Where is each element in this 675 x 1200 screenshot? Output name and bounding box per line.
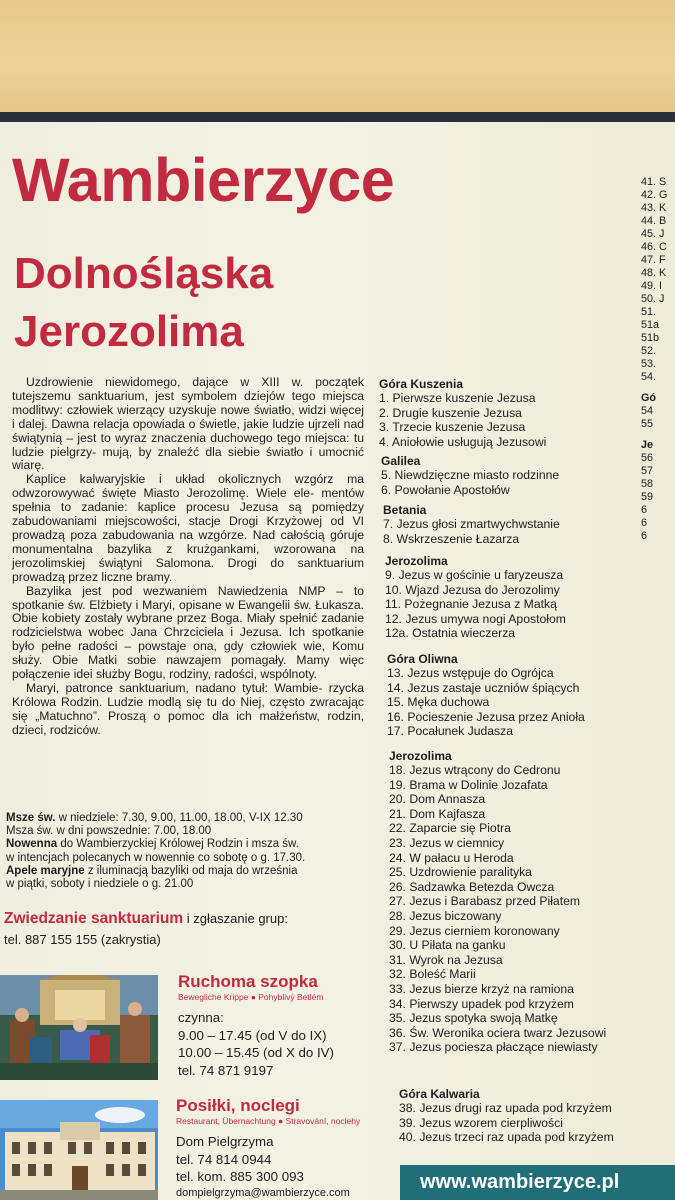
- novena-text-2: w intencjach polecanych w nowennie co sobotę o g. 17.30.: [6, 851, 306, 864]
- meals-heading: Posiłki, noclegi: [176, 1096, 300, 1115]
- chapel-item: 33. Jezus bierze krzyż na ramiona: [389, 981, 574, 996]
- chapel-item: 23. Jezus w ciemnicy: [389, 835, 505, 850]
- intro-paragraph: Bazylika jest pod wezwaniem Nawiedzenia NMP – to spotkanie św. Elżbiety i Maryi, opisane w Ewangelii św. Łukasza. Obie kobiety zostały wybrane przez Boga. Miały spełnić zadanie rodzicielstwa wobec Jana Chrzciciela i Jezusa. Ich spotkanie było pełne radości – powstaje ona, gdy człowiek wie, Komu służy. Obie Matki sobie nawzajem pomagały. Mamy więc połączenie idei służby Bogu, rodziny, radości, wspólnoty.: [12, 583, 364, 682]
- chapel-item-fragment: 59: [641, 491, 654, 503]
- chapel-group-title: Jerozolima: [385, 554, 448, 568]
- chapel-item-fragment: 51.: [641, 306, 657, 318]
- nativity-line: 9.00 – 17.45 (od V do IX): [178, 1027, 327, 1043]
- chapel-group-title: Galilea: [381, 454, 421, 468]
- chapel-item: 37. Jezus pociesza płaczące niewiasty: [389, 1040, 598, 1055]
- intro-paragraph: Uzdrowienie niewidomego, dające w XIII w. początek tutejszemu sanktuarium, jest symbolem dziejów tego miejsca modlitwy: człowiek wierzący uzyskuje nowe światło, widzi więcej i dalej. Dawna relacja opowiada o świetle, jakie ludzie ujrzeli nad świątynią – jest to wyraz znaczenia duchowego tego miejsca: tu ludzie pielgrzy- mują, by znaleźć dla siebie światło i umocnić wiarę.: [12, 375, 364, 473]
- chapel-group-title-fragment: Gó: [641, 392, 656, 404]
- apel-text-2: w piątki, soboty i niedziele o g. 21.00: [6, 878, 194, 891]
- chapel-item: 12. Jezus umywa nogi Apostołom: [385, 611, 566, 626]
- chapel-item-fragment: 44. B: [641, 215, 667, 227]
- mass-weekday-text: Msza św. w dni powszednie: 7.00, 18.00: [6, 825, 212, 838]
- chapel-item-fragment: 54.: [641, 371, 657, 383]
- chapel-item: 15. Męka duchowa: [387, 695, 490, 710]
- chapel-item: 25. Uzdrowienie paralityka: [389, 865, 532, 880]
- chapel-item-fragment: 45. J: [641, 228, 665, 240]
- meals-lodging-info: [176, 1096, 391, 1200]
- chapel-group-galilea: [381, 454, 559, 497]
- chapel-item-fragment: 41. S: [641, 176, 667, 188]
- chapel-group-gora-kalwaria: [399, 1087, 614, 1145]
- chapel-item: 14. Jezus zastaje uczniów śpiących: [387, 680, 580, 695]
- chapel-item: 3. Trzecie kuszenie Jezusa: [379, 420, 526, 435]
- chapel-item: 18. Jezus wtrącony do Cedronu: [389, 763, 561, 777]
- chapel-item-fragment: 58: [641, 478, 654, 490]
- chapel-item: 24. W pałacu u Heroda: [389, 850, 514, 865]
- chapel-item: 10. Wjazd Jezusa do Jerozolimy: [385, 582, 560, 597]
- chapel-item: 31. Wyrok na Jezusa: [389, 952, 503, 967]
- apel-label: Apele maryjne: [6, 864, 85, 877]
- chapel-group-title: Góra Kuszenia: [379, 377, 464, 391]
- chapel-item: 5. Niewdzięczne miasto rodzinne: [381, 468, 560, 482]
- chapel-group-jerozolima-2: [389, 749, 606, 1055]
- chapel-item: 30. U Piłata na ganku: [389, 938, 506, 953]
- chapel-item-fragment: 53.: [641, 358, 657, 370]
- chapel-item: 39. Jezus wzorem cierpliwości: [399, 1115, 563, 1130]
- meals-line: tel. kom. 885 300 093: [176, 1169, 304, 1184]
- novena-text: do Wambierzyckiej Królowej Rodzin i msza św.: [57, 838, 299, 851]
- chapel-item-fragment: 46. C: [641, 241, 667, 253]
- chapel-item: 4. Aniołowie usługują Jezusowi: [379, 434, 547, 449]
- nativity-info: [178, 972, 378, 1079]
- chapel-item-fragment: 50. J: [641, 293, 665, 305]
- mass-sunday-label: Msze św.: [6, 812, 56, 824]
- chapel-item-fragment: 43. K: [641, 202, 667, 214]
- chapel-item: 13. Jezus wstępuje do Ogrójca: [387, 666, 554, 680]
- chapel-group-jerozolima-1: [385, 554, 566, 641]
- chapel-group-title-fragment: Je: [641, 439, 654, 451]
- intro-text: [12, 376, 364, 738]
- website-url: www.wambierzyce.pl: [400, 1165, 675, 1200]
- nativity-scene-photo: [0, 975, 158, 1080]
- nativity-heading: Ruchoma szopka: [178, 972, 318, 991]
- chapel-item-fragment: 6: [641, 530, 648, 542]
- chapel-item: 8. Wskrzeszenie Łazarza: [383, 531, 520, 546]
- chapel-item: 29. Jezus cierniem koronowany: [389, 923, 560, 938]
- pilgrim-house-photo: [0, 1100, 158, 1200]
- chapel-group-gora-kuszenia: [379, 377, 546, 449]
- chapel-item-fragment: 51a: [641, 319, 660, 331]
- wall-background: [0, 0, 675, 118]
- chapel-item-fragment: 52.: [641, 345, 657, 357]
- chapel-item-fragment: 56: [641, 452, 654, 464]
- chapel-item: 34. Pierwszy upadek pod krzyżem: [389, 996, 574, 1011]
- chapel-item: 12a. Ostatnia wieczerza: [385, 626, 516, 641]
- subtitle-line-2: Jerozolima: [14, 307, 244, 357]
- chapel-item-fragment: 54: [641, 405, 654, 417]
- chapel-group-betania: [383, 503, 560, 546]
- subtitle-line-1: Dolnośląska: [14, 249, 274, 298]
- chapel-item: 26. Sadzawka Betezda Owcza: [389, 879, 555, 894]
- nativity-line: tel. 74 871 9197: [178, 1062, 274, 1078]
- chapel-item-fragment: 47. F: [641, 254, 666, 266]
- chapel-list-continued: [641, 176, 675, 543]
- chapel-item: 38. Jezus drugi raz upada pod krzyżem: [399, 1101, 612, 1115]
- chapel-item: 16. Pocieszenie Jezusa przez Anioła: [387, 709, 585, 724]
- meals-line: Dom Pielgrzyma: [176, 1134, 274, 1149]
- chapel-item: 21. Dom Kajfasza: [389, 806, 486, 821]
- meals-subheading: Restaurant, Übernachtung ● Stravování, noclehy: [176, 1116, 361, 1126]
- visit-info: [4, 910, 374, 947]
- meals-email: dompielgrzyma@wambierzyce.com: [176, 1186, 350, 1199]
- nativity-subheading: Bewegliche Krippe ● Pohyblivý Betlém: [178, 992, 324, 1002]
- chapel-group-title: Góra Oliwna: [387, 652, 458, 666]
- chapel-item-fragment: 6: [641, 504, 648, 516]
- chapel-item-fragment: 42. G: [641, 189, 668, 201]
- chapel-item: 32. Boleść Marii: [389, 967, 476, 982]
- chapel-item-fragment: 48. K: [641, 267, 667, 279]
- meals-line: tel. 74 814 0944: [176, 1151, 272, 1167]
- mass-schedule: [6, 812, 368, 891]
- intro-paragraph: Kaplice kalwaryjskie i układ okolicznych wzgórz ma odwzorowywać święte Miasto Jerozolimę. Wiele ele- mentów spełnia to zadanie: kaplice procesu Jezusa są pomiędzy zabudowaniami miejscowości, stacje Drogi Krzyżowej od VI prowadzą poza zabudowania na wzgórze. Nad całością góruje monumentalna bazylika z krużgankami, wzorowana na jerozolimskiej świątyni Salomona. Drogi do sanktuarium prowadzą przez liczne bramy.: [12, 472, 364, 584]
- chapel-item-fragment: 57: [641, 465, 654, 477]
- nativity-line: 10.00 – 15.45 (od X do IV): [178, 1045, 334, 1060]
- chapel-group-gora-oliwna: [387, 652, 585, 739]
- chapel-item: 19. Brama w Dolinie Jozafata: [389, 777, 548, 792]
- chapel-item: 22. Zaparcie się Piotra: [389, 821, 511, 836]
- chapel-item: 36. Św. Weronika ociera twarz Jezusowi: [389, 1025, 607, 1040]
- chapel-item: 40. Jezus trzeci raz upada pod krzyżem: [399, 1130, 614, 1145]
- chapel-item: 9. Jezus w gościnie u faryzeusza: [385, 568, 564, 582]
- chapel-group-title: Betania: [383, 503, 427, 517]
- visit-heading: Zwiedzanie sanktuarium: [4, 910, 184, 927]
- chapel-item: 28. Jezus biczowany: [389, 908, 502, 923]
- mass-sunday-text: w niedziele: 7.30, 9.00, 11.00, 18.00, V-IX 12.30: [55, 812, 303, 824]
- chapel-item: 1. Pierwsze kuszenie Jezusa: [379, 391, 536, 405]
- chapel-group-title: Jerozolima: [389, 749, 452, 763]
- chapel-item-fragment: 49. I: [641, 280, 663, 292]
- intro-paragraph: Maryi, patronce sanktuarium, nadano tytuł: Wambie- rzycka Królowa Rodzin. Ludzie modlą się tu do Niej, często zwracając się „Matuchno”. Proszą o pomoc dla ich małżeństw, rodzin, dzieci, rodziców.: [12, 680, 364, 737]
- chapel-item: 6. Powołanie Apostołów: [381, 482, 510, 497]
- board-subtitle: [14, 245, 273, 361]
- chapel-item: 20. Dom Annasza: [389, 792, 486, 807]
- visit-phone: tel. 887 155 155 (zakrystia): [4, 932, 161, 947]
- board-title: Wambierzyce: [12, 146, 395, 214]
- chapel-item: 11. Pożegnanie Jezusa z Matką: [385, 597, 557, 612]
- chapel-item: 7. Jezus głosi zmartwychwstanie: [383, 517, 560, 531]
- chapel-item-fragment: 51b: [641, 332, 660, 344]
- chapel-group-title: Góra Kalwaria: [399, 1087, 480, 1101]
- apel-text: z iluminacją bazyliki od maja do września: [84, 864, 298, 877]
- chapel-item-fragment: 55: [641, 418, 654, 430]
- chapel-item: 27. Jezus i Barabasz przed Piłatem: [389, 894, 581, 909]
- nativity-line: czynna:: [178, 1010, 224, 1025]
- novena-label: Nowenna: [6, 838, 58, 851]
- chapel-item-fragment: 6: [641, 517, 648, 529]
- visit-heading-suffix: i zgłaszanie grup:: [183, 911, 288, 926]
- chapel-item: 2. Drugie kuszenie Jezusa: [379, 405, 522, 420]
- chapel-item: 35. Jezus spotyka swoją Matkę: [389, 1011, 558, 1026]
- chapel-item: 17. Pocałunek Judasza: [387, 724, 514, 739]
